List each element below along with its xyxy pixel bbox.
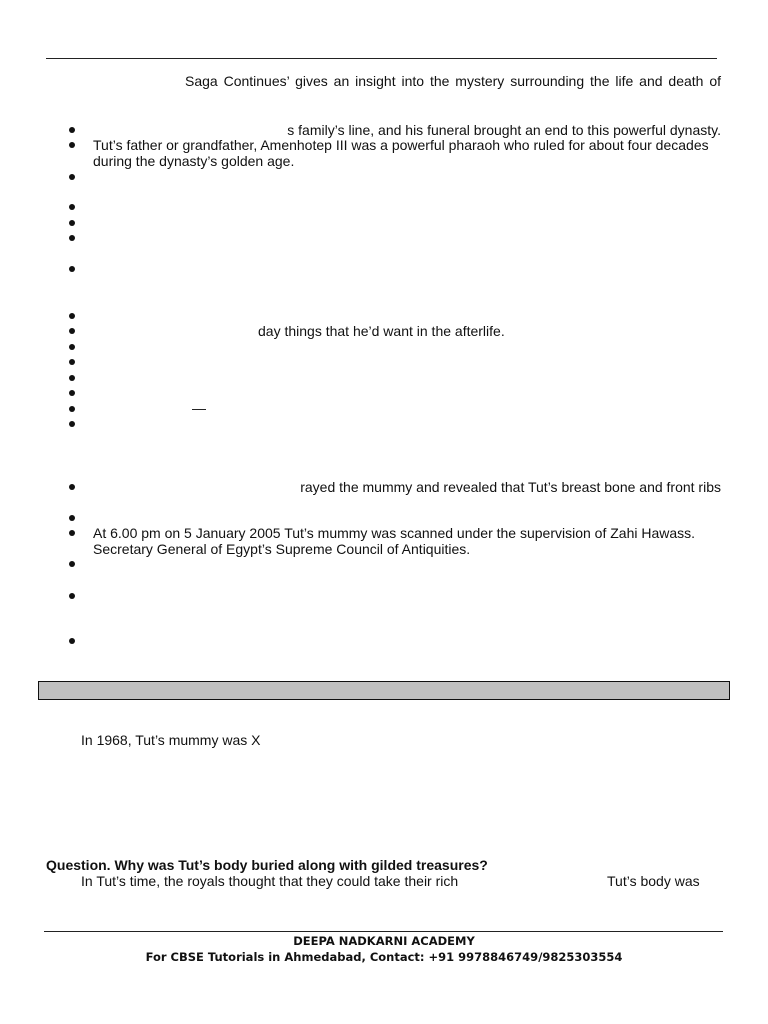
bullet-dot xyxy=(69,484,75,490)
bullet-dot xyxy=(69,235,75,241)
bullet-dot xyxy=(69,220,75,226)
bullet-dot xyxy=(69,390,75,396)
answer-text-fragment: Tut’s body was xyxy=(607,873,700,889)
answer-text: In Tut’s time, the royals thought that they could take their rich xyxy=(81,873,459,889)
bullet-dot xyxy=(69,127,75,133)
list-item-continuation: during the dynasty’s golden age. xyxy=(93,153,295,169)
bullet-dot xyxy=(69,266,75,272)
bullet-dot xyxy=(69,174,75,180)
bullet-dot xyxy=(69,375,75,381)
footer-contact: For CBSE Tutorials in Ahmedabad, Contact: +91 9978846749/9825303554 xyxy=(145,950,623,964)
list-item: rayed the mummy and revealed that Tut’s breast bone and front ribs xyxy=(300,479,721,495)
list-item: day things that he’d want in the afterlife. xyxy=(258,323,505,339)
list-item: Tut’s father or grandfather, Amenhotep III was a powerful pharaoh who ruled for about four decades xyxy=(93,137,709,153)
footer-rule xyxy=(44,931,723,932)
bullet-dot xyxy=(69,593,75,599)
question-heading: Question. Why was Tut’s body buried along with gilded treasures? xyxy=(46,857,488,873)
bullet-dot xyxy=(69,204,75,210)
bullet-dot xyxy=(69,421,75,427)
bullet-dot xyxy=(69,328,75,334)
bullet-dot xyxy=(69,638,75,644)
bullet-dot xyxy=(69,313,75,319)
footer-title: DEEPA NADKARNI ACADEMY xyxy=(293,934,475,948)
bullet-dot xyxy=(69,406,75,412)
bullet-dot xyxy=(69,530,75,536)
intro-text: Saga Continues’ gives an insight into the mystery surrounding the life and death of xyxy=(185,73,721,89)
list-item: At 6.00 pm on 5 January 2005 Tut’s mummy was scanned under the supervision of Zahi Hawass. xyxy=(93,525,696,541)
dash-mark: — xyxy=(192,400,206,416)
list-item-continuation: Secretary General of Egypt’s Supreme Council of Antiquities. xyxy=(93,541,471,557)
bullet-dot xyxy=(69,344,75,350)
section-bar xyxy=(38,681,730,700)
bullet-dot xyxy=(69,359,75,365)
bullet-dot xyxy=(69,515,75,521)
answer-text: In 1968, Tut’s mummy was X xyxy=(81,732,261,748)
list-item: s family’s line, and his funeral brought an end to this powerful dynasty. xyxy=(287,122,721,138)
bullet-dot xyxy=(69,142,75,148)
bullet-dot xyxy=(69,561,75,567)
header-rule xyxy=(46,58,717,59)
